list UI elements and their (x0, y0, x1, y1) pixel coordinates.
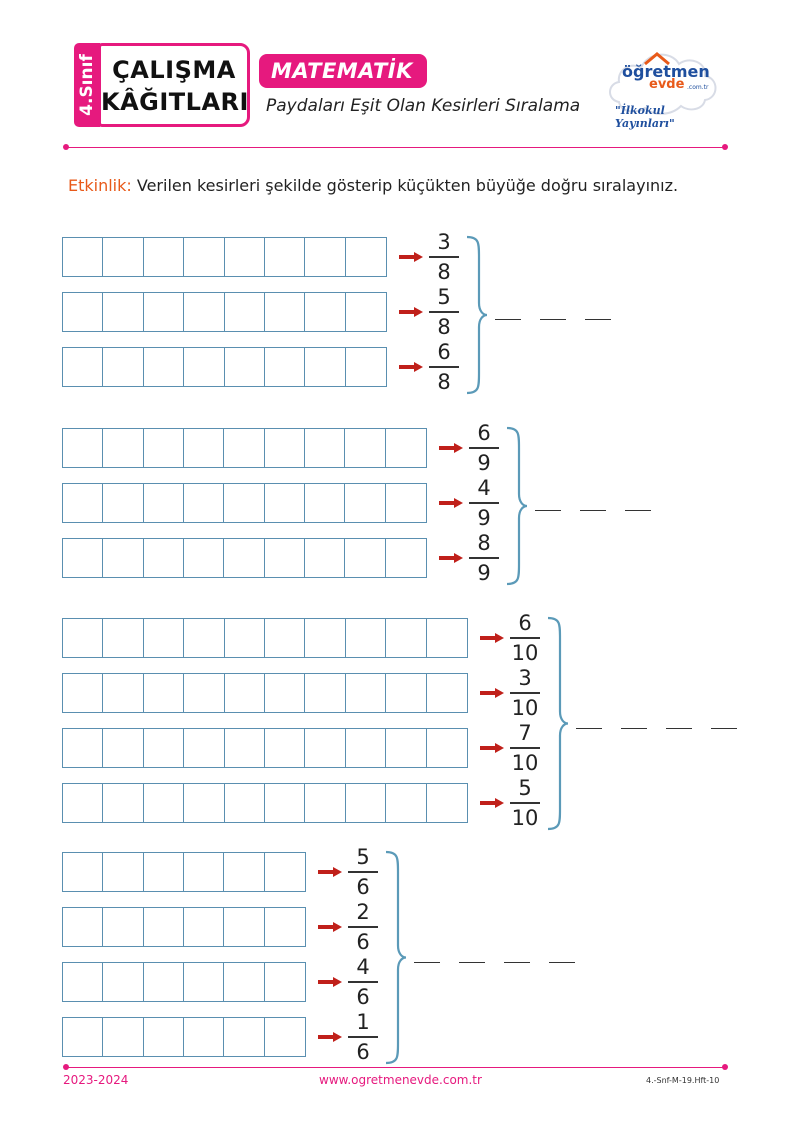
fraction (510, 610, 540, 666)
strip-cell[interactable] (144, 293, 184, 331)
strip-cell[interactable] (63, 484, 103, 522)
strip-cell[interactable] (184, 484, 224, 522)
strip-cell[interactable] (265, 619, 305, 657)
arrow-right-icon (318, 1032, 342, 1042)
instruction (68, 176, 678, 195)
answer-blank[interactable] (414, 962, 440, 963)
strip-cell[interactable] (265, 429, 305, 467)
fraction-strip[interactable] (62, 237, 387, 277)
fraction (510, 775, 540, 831)
strip-cell[interactable] (63, 784, 103, 822)
fraction (429, 339, 459, 395)
strip-cell[interactable] (103, 429, 143, 467)
strip-cell[interactable] (224, 484, 264, 522)
strip-cell[interactable] (225, 293, 265, 331)
strip-cell[interactable] (103, 238, 143, 276)
arrow-right-icon (318, 867, 342, 877)
strip-cell[interactable] (103, 853, 143, 891)
fraction-strip[interactable] (62, 962, 306, 1002)
strip-cell[interactable] (184, 674, 224, 712)
strip-cell[interactable] (144, 619, 184, 657)
fraction-bar (348, 871, 378, 873)
answer-blank[interactable] (549, 962, 575, 963)
footer-divider-dot-left (63, 1064, 69, 1070)
fraction (348, 1009, 378, 1065)
title-line-2: KÂĞITLARI (101, 88, 249, 116)
strip-cell[interactable] (144, 539, 184, 577)
fraction-numerator: 5 (518, 776, 532, 800)
strip-cell[interactable] (184, 853, 224, 891)
strip-cell[interactable] (103, 293, 143, 331)
fraction-numerator: 3 (437, 230, 451, 254)
strip-cell[interactable] (184, 429, 224, 467)
strip-cell[interactable] (305, 729, 345, 767)
strip-cell[interactable] (265, 1018, 305, 1056)
footer-code: 4.-Snf-M-19.Hft-10 (646, 1076, 720, 1085)
strip-cell[interactable] (265, 963, 305, 1001)
strip-cell[interactable] (305, 348, 345, 386)
strip-cell[interactable] (427, 784, 467, 822)
arrow-right-icon (439, 443, 463, 453)
strip-cell[interactable] (144, 484, 184, 522)
strip-cell[interactable] (265, 539, 305, 577)
strip-cell[interactable] (184, 348, 224, 386)
fraction-strip[interactable] (62, 483, 427, 523)
strip-cell[interactable] (386, 539, 426, 577)
fraction-numerator: 6 (437, 340, 451, 364)
fraction-numerator: 8 (477, 531, 491, 555)
instruction-text: Verilen kesirleri şekilde gösterip küçükten büyüğe doğru sıralayınız. (131, 176, 679, 195)
strip-cell[interactable] (225, 348, 265, 386)
strip-cell[interactable] (427, 674, 467, 712)
fraction-numerator: 3 (518, 666, 532, 690)
strip-cell[interactable] (63, 429, 103, 467)
strip-cell[interactable] (265, 348, 305, 386)
strip-cell[interactable] (184, 963, 224, 1001)
fraction (469, 530, 499, 586)
logo-word-ogretmen: öğretmen (622, 62, 710, 81)
fraction-strip[interactable] (62, 618, 468, 658)
strip-cell[interactable] (225, 784, 265, 822)
arrow-right-icon (439, 553, 463, 563)
strip-cell[interactable] (265, 784, 305, 822)
strip-cell[interactable] (144, 853, 184, 891)
arrow-right-icon (480, 688, 504, 698)
fraction-bar (510, 637, 540, 639)
arrow-right-icon (480, 633, 504, 643)
answer-blank[interactable] (535, 510, 561, 511)
strip-cell[interactable] (63, 539, 103, 577)
fraction-strip[interactable] (62, 292, 387, 332)
fraction-strip[interactable] (62, 538, 427, 578)
strip-cell[interactable] (103, 484, 143, 522)
fraction-bar (429, 256, 459, 258)
fraction (348, 899, 378, 955)
fraction (348, 844, 378, 900)
fraction-bar (469, 502, 499, 504)
fraction-numerator: 6 (477, 421, 491, 445)
answer-blank[interactable] (459, 962, 485, 963)
fraction-strip[interactable] (62, 728, 468, 768)
fraction-denominator: 8 (437, 369, 451, 394)
answer-blank[interactable] (540, 319, 566, 320)
strip-cell[interactable] (63, 1018, 103, 1056)
fraction-strip[interactable] (62, 1017, 306, 1057)
strip-cell[interactable] (144, 238, 184, 276)
fraction-numerator: 4 (356, 955, 370, 979)
fraction-denominator: 10 (511, 640, 539, 665)
fraction-bar (429, 366, 459, 368)
instruction-label: Etkinlik: (68, 176, 132, 195)
strip-cell[interactable] (103, 348, 143, 386)
fraction (429, 229, 459, 285)
arrow-right-icon (399, 362, 423, 372)
grade-label: 4.Sınıf (77, 54, 97, 116)
fraction-denominator: 8 (437, 259, 451, 284)
fraction-denominator: 6 (356, 874, 370, 899)
strip-cell[interactable] (103, 1018, 143, 1056)
header-divider-dot-left (63, 144, 69, 150)
fraction (429, 284, 459, 340)
strip-cell[interactable] (144, 1018, 184, 1056)
strip-cell[interactable] (265, 293, 305, 331)
strip-cell[interactable] (265, 238, 305, 276)
strip-cell[interactable] (144, 908, 184, 946)
strip-cell[interactable] (63, 293, 103, 331)
fraction-numerator: 7 (518, 721, 532, 745)
strip-cell[interactable] (346, 619, 386, 657)
arrow-right-icon (399, 252, 423, 262)
strip-cell[interactable] (144, 729, 184, 767)
subject-badge: MATEMATİK (259, 54, 427, 88)
strip-cell[interactable] (144, 784, 184, 822)
strip-cell[interactable] (224, 539, 264, 577)
strip-cell[interactable] (346, 293, 386, 331)
strip-cell[interactable] (103, 729, 143, 767)
strip-cell[interactable] (346, 784, 386, 822)
fraction-numerator: 5 (437, 285, 451, 309)
strip-cell[interactable] (224, 908, 264, 946)
fraction-bar (510, 747, 540, 749)
fraction-numerator: 2 (356, 900, 370, 924)
arrow-right-icon (318, 922, 342, 932)
strip-cell[interactable] (265, 729, 305, 767)
footer-year: 2023-2024 (63, 1073, 129, 1087)
strip-cell[interactable] (346, 348, 386, 386)
fraction-denominator: 10 (511, 750, 539, 775)
footer-divider-dot-right (722, 1064, 728, 1070)
strip-cell[interactable] (427, 619, 467, 657)
fraction (348, 954, 378, 1010)
strip-cell[interactable] (346, 729, 386, 767)
strip-cell[interactable] (63, 619, 103, 657)
fraction-numerator: 4 (477, 476, 491, 500)
curly-brace-icon (546, 616, 570, 831)
strip-cell[interactable] (345, 539, 385, 577)
strip-cell[interactable] (63, 238, 103, 276)
page-subtitle: Paydaları Eşit Olan Kesirleri Sıralama (266, 96, 581, 116)
strip-cell[interactable] (184, 784, 224, 822)
strip-cell[interactable] (305, 484, 345, 522)
strip-cell[interactable] (63, 348, 103, 386)
answer-blank[interactable] (495, 319, 521, 320)
fraction-bar (510, 692, 540, 694)
fraction-denominator: 9 (477, 450, 491, 475)
arrow-right-icon (318, 977, 342, 987)
fraction-denominator: 6 (356, 984, 370, 1009)
answer-blank[interactable] (576, 728, 602, 729)
strip-cell[interactable] (63, 853, 103, 891)
curly-brace-icon (384, 850, 408, 1065)
fraction-strip[interactable] (62, 852, 306, 892)
fraction-bar (429, 311, 459, 313)
strip-cell[interactable] (345, 484, 385, 522)
strip-cell[interactable] (386, 784, 426, 822)
fraction-bar (510, 802, 540, 804)
grade-tab (74, 43, 100, 127)
strip-cell[interactable] (305, 238, 345, 276)
strip-cell[interactable] (144, 674, 184, 712)
strip-cell[interactable] (427, 729, 467, 767)
curly-brace-icon (505, 426, 529, 586)
strip-cell[interactable] (184, 293, 224, 331)
logo-tagline: "İlkokul Yayınları" (615, 104, 675, 130)
strip-cell[interactable] (103, 619, 143, 657)
answer-blank[interactable] (711, 728, 737, 729)
strip-cell[interactable] (225, 619, 265, 657)
strip-cell[interactable] (224, 429, 264, 467)
strip-cell[interactable] (184, 539, 224, 577)
footer-url: www.ogretmenevde.com.tr (319, 1073, 482, 1087)
strip-cell[interactable] (345, 429, 385, 467)
strip-cell[interactable] (305, 619, 345, 657)
strip-cell[interactable] (265, 484, 305, 522)
strip-cell[interactable] (184, 619, 224, 657)
strip-cell[interactable] (346, 238, 386, 276)
strip-cell[interactable] (184, 238, 224, 276)
strip-cell[interactable] (144, 963, 184, 1001)
strip-cell[interactable] (386, 729, 426, 767)
strip-cell[interactable] (103, 908, 143, 946)
fraction-strip[interactable] (62, 428, 427, 468)
fraction-strip[interactable] (62, 907, 306, 947)
strip-cell[interactable] (225, 238, 265, 276)
strip-cell[interactable] (265, 674, 305, 712)
fraction (469, 475, 499, 531)
arrow-right-icon (399, 307, 423, 317)
strip-cell[interactable] (265, 908, 305, 946)
strip-cell[interactable] (184, 729, 224, 767)
fraction-strip[interactable] (62, 347, 387, 387)
answer-blank[interactable] (585, 319, 611, 320)
fraction-denominator: 9 (477, 560, 491, 585)
fraction (510, 665, 540, 721)
header-divider-dot-right (722, 144, 728, 150)
footer-divider (68, 1067, 724, 1068)
arrow-right-icon (480, 743, 504, 753)
strip-cell[interactable] (144, 348, 184, 386)
fraction-strip[interactable] (62, 783, 468, 823)
strip-cell[interactable] (224, 963, 264, 1001)
arrow-right-icon (439, 498, 463, 508)
fraction-denominator: 8 (437, 314, 451, 339)
answer-blank[interactable] (621, 728, 647, 729)
curly-brace-icon (465, 235, 489, 395)
strip-cell[interactable] (265, 853, 305, 891)
strip-cell[interactable] (225, 729, 265, 767)
strip-cell[interactable] (305, 429, 345, 467)
fraction-strip[interactable] (62, 673, 468, 713)
strip-cell[interactable] (63, 729, 103, 767)
answer-blank[interactable] (580, 510, 606, 511)
strip-cell[interactable] (103, 784, 143, 822)
fraction-denominator: 6 (356, 929, 370, 954)
strip-cell[interactable] (144, 429, 184, 467)
strip-cell[interactable] (225, 674, 265, 712)
strip-cell[interactable] (184, 1018, 224, 1056)
strip-cell[interactable] (103, 539, 143, 577)
strip-cell[interactable] (346, 674, 386, 712)
strip-cell[interactable] (63, 908, 103, 946)
fraction-denominator: 10 (511, 695, 539, 720)
fraction-numerator: 6 (518, 611, 532, 635)
fraction-numerator: 1 (356, 1010, 370, 1034)
logo-word-evde: evde (649, 77, 685, 92)
logo-domain: .com.tr (687, 84, 709, 91)
fraction-bar (469, 557, 499, 559)
strip-cell[interactable] (305, 293, 345, 331)
strip-cell[interactable] (184, 908, 224, 946)
strip-cell[interactable] (386, 619, 426, 657)
fraction (469, 420, 499, 476)
fraction (510, 720, 540, 776)
answer-blank[interactable] (666, 728, 692, 729)
strip-cell[interactable] (103, 674, 143, 712)
fraction-bar (348, 926, 378, 928)
strip-cell[interactable] (305, 674, 345, 712)
fraction-bar (348, 1036, 378, 1038)
strip-cell[interactable] (103, 963, 143, 1001)
strip-cell[interactable] (63, 963, 103, 1001)
publisher-logo (605, 44, 720, 128)
strip-cell[interactable] (386, 429, 426, 467)
fraction-denominator: 6 (356, 1039, 370, 1064)
worksheet-title-box (98, 43, 250, 127)
answer-blank[interactable] (625, 510, 651, 511)
strip-cell[interactable] (63, 674, 103, 712)
strip-cell[interactable] (224, 1018, 264, 1056)
title-line-1: ÇALIŞMA (112, 56, 236, 84)
fraction-denominator: 9 (477, 505, 491, 530)
arrow-right-icon (480, 798, 504, 808)
fraction-bar (348, 981, 378, 983)
header-divider (68, 147, 724, 148)
strip-cell[interactable] (386, 484, 426, 522)
strip-cell[interactable] (224, 853, 264, 891)
strip-cell[interactable] (386, 674, 426, 712)
strip-cell[interactable] (305, 784, 345, 822)
fraction-numerator: 5 (356, 845, 370, 869)
strip-cell[interactable] (305, 539, 345, 577)
answer-blank[interactable] (504, 962, 530, 963)
fraction-bar (469, 447, 499, 449)
fraction-denominator: 10 (511, 805, 539, 830)
